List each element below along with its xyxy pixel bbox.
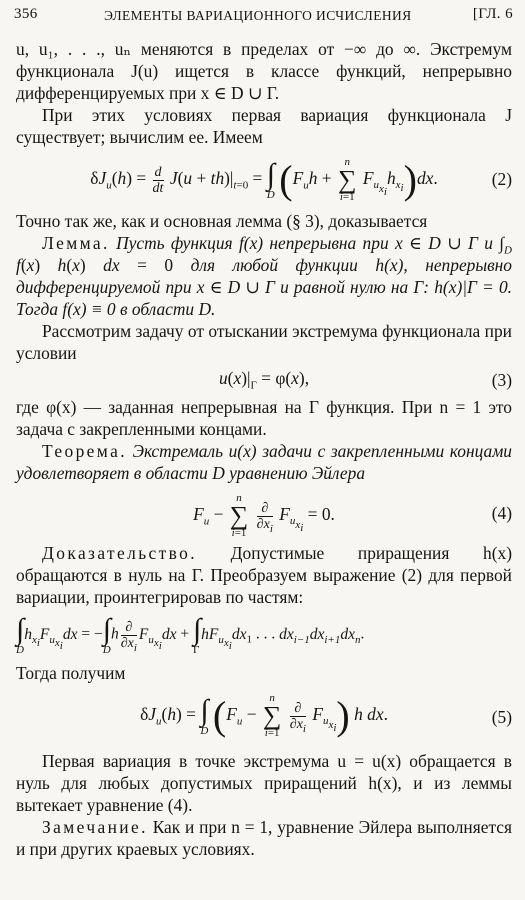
equation-number: (5) xyxy=(491,707,512,727)
paragraph-5: где φ(x) — заданная непрерывная на Γ функция. При n = 1 это задача с закрепленными концами. xyxy=(16,397,512,439)
chapter-marker: [ГЛ. 6 xyxy=(472,6,513,22)
equation-number: (4) xyxy=(491,503,512,523)
paragraph-4: Рассмотрим задачу от отыскании экстремума функционала при условии xyxy=(16,321,512,363)
lemma-label: Лемма. xyxy=(42,233,110,253)
remark-label: Замечание. xyxy=(42,817,148,837)
theorem-text: Экстремаль u(x) задачи с закрепленными концами удовлетворяет в области D уравнению Эйлера xyxy=(16,441,512,483)
equation-number: (3) xyxy=(491,370,512,390)
paragraph-1: u, u₁, . . ., uₙ меняются в пределах от −∞ до ∞. Экстремум функционала J(u) ищется в классе функций, непрерывно дифференцируемых при x ∈ D ∪ Γ. xyxy=(16,39,512,103)
page-number: 356 xyxy=(14,6,38,22)
equation-number: (2) xyxy=(491,169,512,189)
page-body xyxy=(16,38,512,860)
theorem-paragraph xyxy=(16,440,512,484)
proof-paragraph xyxy=(16,542,512,608)
proof-text: Допустимые приращения h(x) обращаются в нуль на Γ. Преобразуем выражение (2) для первой вариации, проинтегрировав по частям: xyxy=(16,543,512,607)
running-title: ЭЛЕМЕНТЫ ВАРИАЦИОННОГО ИСЧИСЛЕНИЯ xyxy=(104,8,412,23)
page-header xyxy=(14,6,513,30)
remark-paragraph xyxy=(16,816,512,860)
proof-label: Доказательство. xyxy=(42,543,197,563)
lemma-text-b: для любой функции h(x), непрерывно дифференцируемой при x ∈ D ∪ Γ и равной нулю на Γ: h(x)|Γ = 0. Тогда f(x) ≡ 0 в области D. xyxy=(16,255,513,319)
paragraph-6: Тогда получим xyxy=(16,663,126,683)
equation-3: $u(x)|_\Gamma = \varphi(x)$, (3) xyxy=(218,368,512,392)
paragraph-2: При этих условиях первая вариация функционала J существует; вычислим ее. Имеем xyxy=(16,105,512,147)
paragraph-7: Первая вариация в точке экстремума u = u(x) обращается в нуль для любых допустимых приращений h(x), и из леммы вытекает уравнение (4). xyxy=(16,751,512,815)
equation-5: $\delta J_u(h)$ = ∫ D ($F_u - n$ ∑ i=1 $\frac{\partial}{\partial x_i}$ $F_{u_{x_i}}$) h dx. (5) xyxy=(140,692,512,739)
lemma-text-a: Пусть функция f(x) непрерывна при x ∈ D ∪ Γ и xyxy=(116,233,493,253)
paragraph-3: Точно так же, как и основная лемма (§ 3), доказывается xyxy=(16,211,428,231)
remark-text: Как и при n = 1, уравнение Эйлера выполняется и при других краевых условиях. xyxy=(16,817,512,859)
theorem-label: Теорема. xyxy=(42,441,127,461)
lemma-integral: $\int_D$ f(x) h(x) dx = 0 xyxy=(16,233,512,275)
equation-2: $\delta J_u(h)$ = $\frac{d}{dt}$ $J(u + th)|_{t=0}$ = ∫ D ($F_uh + n$ ∑ i=1 $F_{u_{x_i}}h_{x_i})dx$. (2) xyxy=(90,156,512,203)
integration-by-parts-equation: ∫ $Dh_{x_i}F_{u_{x_i}}dx$ = − ∫ Dh $\frac{\partial}{\partial x_i}$ $F_{u_{x_i}}dx$ + ∫ $\Gamma hF_{u_{x_i}}dx_1$ . . . $dx_{i-1}dx_{i+1}dx_n$. xyxy=(16,613,365,656)
lemma-paragraph xyxy=(16,232,512,320)
equation-4: $F_u - n$ ∑ i=1 $\frac{\partial}{\partial x_i}$ $F_{u_{x_i}} = 0$. (4) xyxy=(193,492,512,539)
